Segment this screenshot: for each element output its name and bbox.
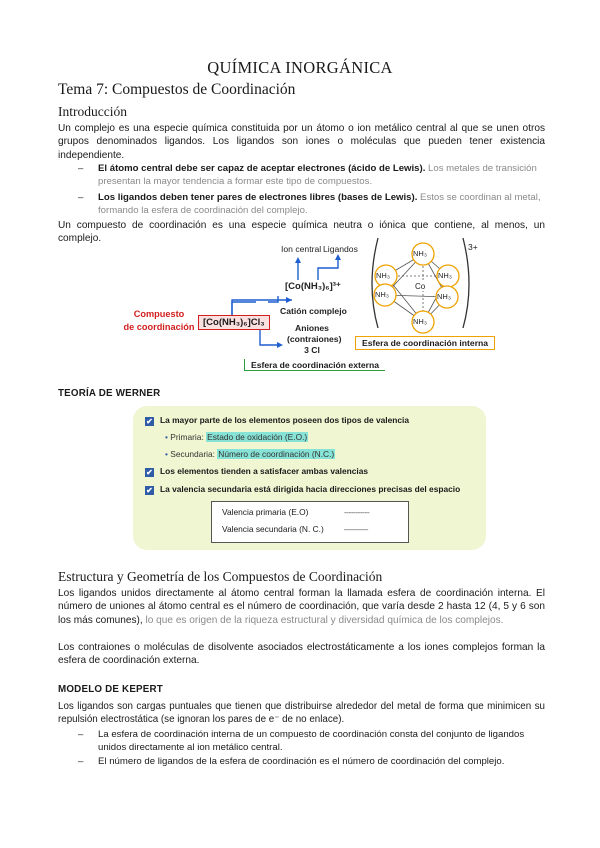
werner-item-3 (145, 484, 460, 495)
structure-paragraph-2: Los contraiones o moléculas de disolvente asociados electrostáticamente a los iones complejos forman la esfera de coordinación externa. (58, 642, 545, 667)
bullet-dot-icon: • (165, 449, 168, 459)
intro-paragraph-2: Un compuesto de coordinación es una especie química neutra o iónica que contiene, al menos, un complejo. (58, 220, 545, 245)
label-cation-complejo: Catión complejo (280, 306, 347, 316)
bullet-dash: – (78, 192, 84, 203)
ligand-left-2: NH₃ (375, 290, 389, 299)
compound-label-line-1: Compuesto (133, 309, 185, 319)
compound-label-line-2: de coordinación (123, 322, 195, 332)
kepert-bullet-1 (78, 729, 545, 754)
valence-row-2-line: ——— (344, 524, 368, 534)
valence-row-1: Valencia primaria (E.O) (222, 507, 309, 517)
label-ligandos: Ligandos (323, 244, 358, 254)
bullet-2-bold: Los ligandos deben tener pares de electrones libres (bases de Lewis). (98, 192, 418, 203)
arrowhead-anions (277, 342, 283, 348)
kepert-bullet-2 (78, 756, 545, 769)
bullet-dash: – (78, 163, 84, 174)
arrow-ligandos (318, 259, 338, 280)
anions-line-2: (contraiones) (287, 334, 342, 344)
ligand-bottom: NH₃ (413, 317, 427, 326)
werner-box (133, 406, 486, 550)
structure-p1-grey: lo que es origen de la riqueza estructural y diversidad química de los complejos. (145, 614, 504, 626)
arrowhead-ligandos (335, 254, 341, 260)
checkbox-icon: ✔ (146, 486, 153, 495)
arrowhead-cation (286, 297, 292, 303)
bullet-dot-icon: • (165, 432, 168, 442)
werner-item-3-text: La valencia secundaria está dirigida hacia direcciones precisas del espacio (160, 484, 461, 494)
ligand-left-1: NH₃ (376, 271, 390, 280)
anions-line-3: 3 Cl (304, 345, 320, 355)
structure-p1-text: Los ligandos unidos directamente al átomo central forman la llamada esfera de coordinación interna. El número de uniones al átomo central es el número de coordinación, que varía desde 2 hasta 12 (4, 5 y 6 son los más comunes), (58, 588, 545, 626)
kepert-paragraph: Los ligandos son cargas puntuales que tienen que distribuirse alrededor del metal de forma que minimicen su repulsión electrostática (se ignoran los pares de e⁻ de no enlace). (58, 701, 545, 725)
label-esfera-externa: Esfera de coordinación externa (244, 359, 385, 371)
document-title: QUÍMICA INORGÁNICA (207, 58, 393, 77)
bullet-2-grey: Estos se coordinan al metal, formando la esfera de coordinación del complejo. (98, 192, 541, 216)
arrow-formula-to-anions (260, 330, 278, 345)
ligand-right-1: NH₃ (438, 271, 452, 280)
bullet-1-grey: Los metales de transición presentan la mayor tendencia a formar este tipo de compuestos. (98, 163, 537, 187)
intro-paragraph-1: Un complejo es una especie química constituida por un átomo o ion metálico central al que se unen otros grupos denominados ligandos. Los ligandos son iones o moléculas que pueden tener existencia independiente. (58, 123, 545, 161)
label-ion-central: Ion central (281, 244, 322, 254)
secondary-value: Número de coordinación (N.C.) (218, 449, 335, 459)
werner-heading: TEORÍA DE WERNER (58, 388, 161, 399)
valence-row-2: Valencia secundaria (N. C.) (222, 524, 324, 534)
topic-heading: Tema 7: Compuestos de Coordinación (58, 81, 296, 98)
werner-item-2-text: Los elementos tienden a satisfacer ambas valencias (160, 466, 369, 476)
werner-secondary (165, 449, 335, 459)
kepert-bullet-1-text: La esfera de coordinación interna de un compuesto de coordinación consta del conjunto de ligandos unidos directamente al ion metálico central. (98, 729, 525, 753)
primary-label: Primaria: (170, 432, 204, 442)
structure-heading: Estructura y Geometría de los Compuestos de Coordinación (58, 569, 383, 584)
werner-primary (165, 432, 308, 442)
kepert-heading: MODELO DE KEPERT (58, 684, 163, 695)
checkbox-icon: ✔ (146, 417, 153, 426)
label-compuesto-coordinacion (118, 308, 200, 334)
arrow-joint (276, 296, 278, 302)
bullet-dash: – (78, 729, 84, 740)
valence-table (211, 501, 409, 543)
structure-paragraph-1 (58, 587, 545, 627)
anions-label (287, 323, 342, 356)
intro-heading: Introducción (58, 104, 127, 119)
bullet-1-bold: El átomo central debe ser capaz de aceptar electrones (ácido de Lewis). (98, 163, 426, 174)
primary-value: Estado de oxidación (E.O.) (207, 432, 308, 442)
compound-formula-box: [Co(NH₃)₆]Cl₃ (198, 315, 270, 330)
valence-row-1-line: ----------- (344, 507, 370, 517)
ligand-top: NH₃ (413, 249, 427, 258)
ligand-right-2: NH₃ (437, 292, 451, 301)
anions-line-1: Aniones (295, 323, 329, 333)
complex-ion-formula: [Co(NH₃)₆]³⁺ (285, 281, 341, 292)
werner-item-1-text: La mayor parte de los elementos poseen dos tipos de valencia (160, 415, 410, 425)
kepert-bullet-2-text: El número de ligandos de la esfera de coordinación es el número de coordinación del complejo. (98, 756, 505, 767)
werner-item-2 (145, 466, 368, 477)
secondary-label: Secundaria: (170, 449, 215, 459)
arrowhead-ion (295, 257, 301, 263)
label-esfera-interna: Esfera de coordinación interna (355, 336, 495, 350)
checkbox-icon: ✔ (146, 468, 153, 477)
bullet-dash: – (78, 756, 84, 767)
werner-item-1 (145, 415, 409, 426)
complex-charge: 3+ (468, 242, 478, 252)
metal-center: Co (415, 282, 426, 291)
